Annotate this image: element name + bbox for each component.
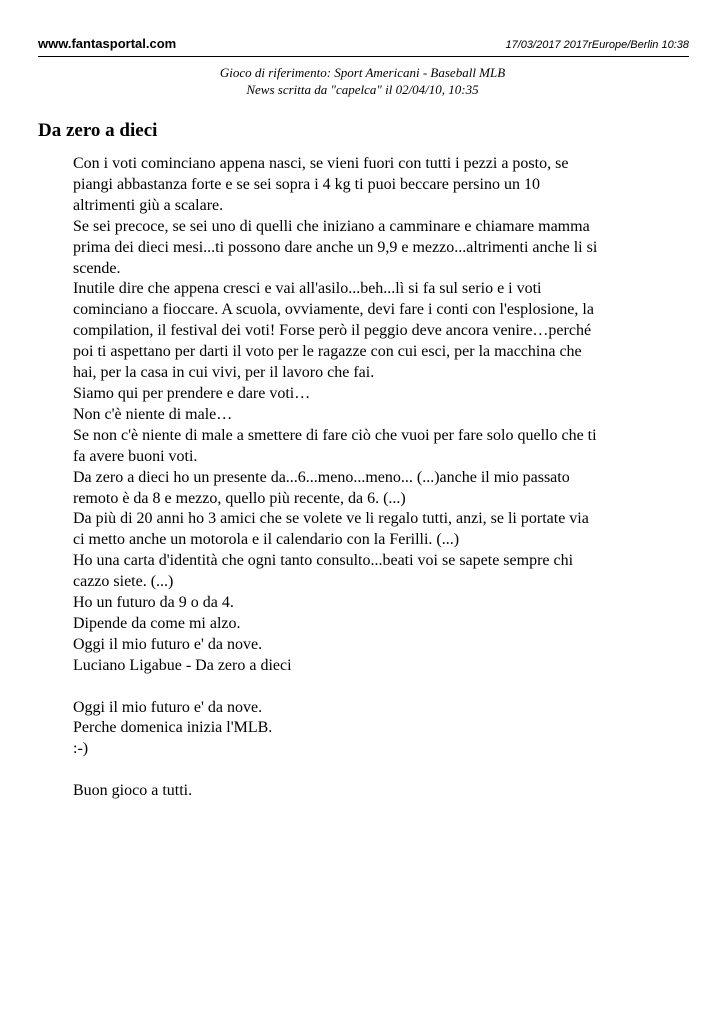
article-line: cazzo siete. (...) — [73, 573, 174, 591]
article-line: Se sei precoce, se sei uno di quelli che iniziano a camminare e chiamare mamma — [73, 217, 590, 235]
article-line: prima dei dieci mesi...ti possono dare anche un 9,9 e mezzo...altrimenti anche li si — [73, 238, 598, 256]
article-line: altrimenti giù a scalare. — [73, 196, 224, 214]
article-line: Non c'è niente di male… — [73, 405, 233, 423]
article-line: compilation, il festival dei voti! Forse però il peggio deve ancora venire…perché — [73, 322, 592, 340]
article-line: Inutile dire che appena cresci e vai all'asilo...beh...lì si fa sul serio e i voti — [73, 280, 542, 298]
article-line: Se non c'è niente di male a smettere di fare ciò che vuoi per fare solo quello che ti — [73, 426, 597, 444]
article-title: Da zero a dieci — [38, 120, 158, 141]
blank-line — [73, 677, 673, 698]
news-author-date: News scritta da "capelca" il 02/04/10, 10:35 — [246, 82, 479, 97]
article-line: Ho una carta d'identità che ogni tanto consulto...beati voi se sapete sempre chi — [73, 552, 574, 570]
article-line: ci metto anche un motorola e il calendario con la Ferilli. (...) — [73, 531, 460, 549]
article-line: :-) — [73, 740, 89, 758]
article-line: Oggi il mio futuro e' da nove. — [73, 635, 263, 653]
page-header — [38, 34, 689, 57]
article-line: Da zero a dieci ho un presente da...6...meno...meno... (...)anche il mio passato — [73, 468, 570, 486]
article-meta — [0, 64, 725, 98]
article-line: Perche domenica inizia l'MLB. — [73, 719, 273, 737]
article-line: piangi abbastanza forte e se sei sopra i 4 kg ti puoi beccare persino un 10 — [73, 175, 540, 193]
article-line: Da più di 20 anni ho 3 amici che se volete ve li regalo tutti, anzi, se li portate via — [73, 510, 589, 528]
game-reference: Gioco di riferimento: Sport Americani - Baseball MLB — [219, 65, 506, 80]
print-timestamp: 17/03/2017 2017rEurope/Berlin 10:38 — [505, 39, 689, 51]
site-link[interactable]: www.fantasportal.com — [38, 36, 177, 51]
article-body — [73, 154, 673, 802]
article-line: Ho un futuro da 9 o da 4. — [73, 594, 234, 612]
blank-line — [73, 760, 673, 781]
article-line: Oggi il mio futuro e' da nove. — [73, 698, 263, 716]
article-line: cominciano a fioccare. A scuola, ovviamente, devi fare i conti con l'esplosione, la — [73, 301, 594, 319]
article-line: Luciano Ligabue - Da zero a dieci — [73, 656, 292, 674]
article-line: fa avere buoni voti. — [73, 447, 198, 465]
article-line: Buon gioco a tutti. — [73, 782, 193, 800]
article-line: Siamo qui per prendere e dare voti… — [73, 384, 311, 402]
article-line: Con i voti cominciano appena nasci, se vieni fuori con tutti i pezzi a posto, se — [73, 155, 569, 172]
article-line: Dipende da come mi alzo. — [73, 614, 241, 632]
article-line: poi ti aspettano per darti il voto per le ragazze con cui esci, per la macchina che — [73, 343, 582, 361]
article-line: scende. — [73, 259, 121, 277]
article-line: hai, per la casa in cui vivi, per il lavoro che fai. — [73, 364, 375, 382]
article-line: remoto è da 8 e mezzo, quello più recente, da 6. (...) — [73, 489, 406, 507]
